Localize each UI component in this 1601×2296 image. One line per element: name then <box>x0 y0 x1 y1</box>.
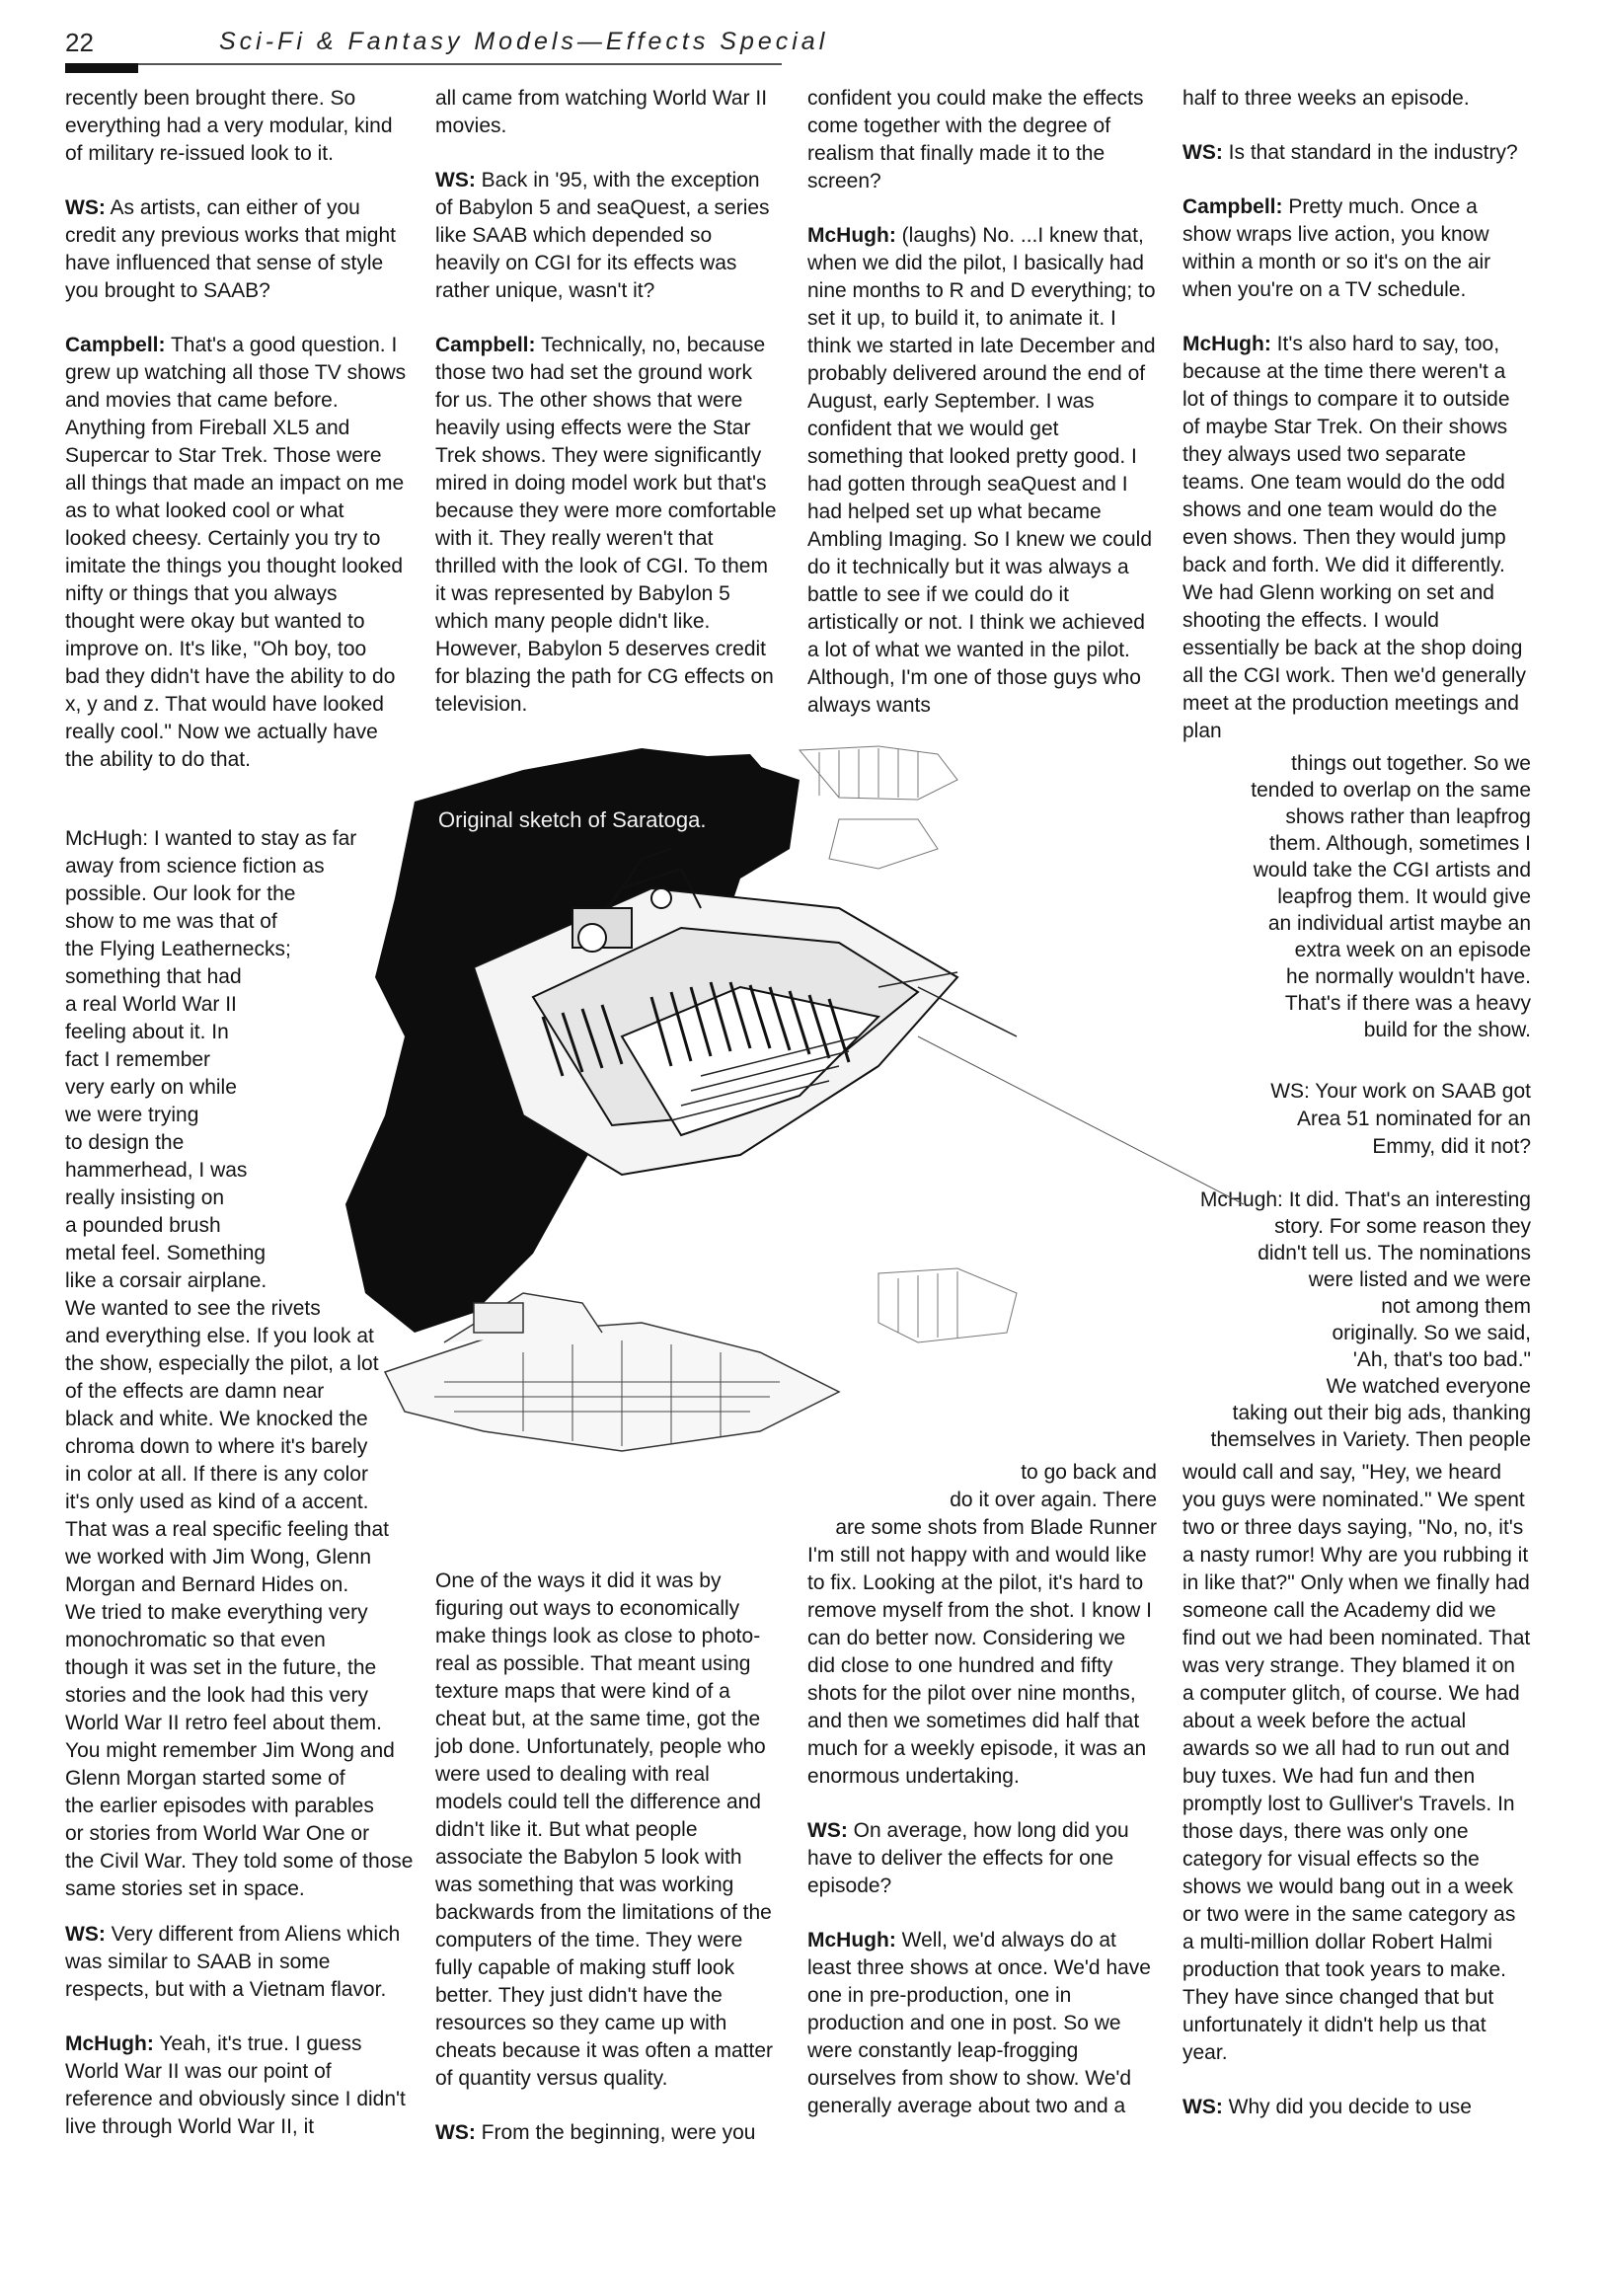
text-line: are some shots from Blade Runner <box>835 1516 1157 1539</box>
paragraph-text: Back in '95, with the exception of Babylon 5 and seaQuest, a series like SAAB which depended so heavily on CGI for its effects was rather unique, wasn't it? <box>435 169 770 302</box>
paragraph <box>807 85 1157 195</box>
text-line: very early on while <box>65 1076 237 1099</box>
speaker-label: Campbell: <box>435 334 536 356</box>
paragraph-text: half to three weeks an episode. <box>1182 87 1470 110</box>
text-line: We watched everyone <box>1326 1375 1531 1398</box>
text-line: That's if there was a heavy <box>1284 992 1531 1015</box>
text-line: hammerhead, I was <box>65 1159 248 1182</box>
text-line: We wanted to see the rivets <box>65 1297 321 1320</box>
column-4 <box>1182 85 1531 745</box>
text-line: build for the show. <box>1363 1019 1531 1041</box>
paragraph <box>435 332 780 719</box>
text-line: a pounded brush <box>65 1214 221 1237</box>
text-line: 'Ah, that's too bad." <box>1352 1348 1531 1371</box>
paragraph <box>1182 2094 1531 2121</box>
paragraph-text: all came from watching World War II movies. <box>435 87 768 137</box>
text-line: tended to overlap on the same <box>1251 779 1531 802</box>
text-line: to go back and <box>1021 1461 1157 1484</box>
speaker-label: WS: <box>1182 141 1223 164</box>
speaker-label: WS: <box>65 196 106 219</box>
paragraph-text: Technically, no, because those two had set the ground work for us. The other shows that were heavily using effects were the Star Trek shows. They were significantly mired in doing model work but that's because they were more comfortable with it. They really weren't that thrilled with the look of CGI. To them it was represented by Babylon 5 which many people didn't like. However, Babylon 5 deserves credit for blazing the path for CG effects on television. <box>435 334 777 716</box>
column-3-lower <box>807 1542 1157 2147</box>
paragraph <box>435 85 780 140</box>
speaker-label: McHugh: <box>807 1929 896 1952</box>
paragraph-text: On average, how long did you have to deliver the effects for one episode? <box>807 1819 1129 1897</box>
text-line: story. For some reason they <box>1274 1215 1531 1238</box>
speaker-label: WS: <box>435 169 476 191</box>
text-line: show to me was that of <box>65 910 277 933</box>
paragraph-text: Well, we'd always do at least three shows at once. We'd have one in pre-production, one in production and one in post. So we were constantly leap-frogging ourselves from show to show. We'd generally average about two and a <box>807 1929 1151 2117</box>
paragraph-text: It's also hard to say, too, because at the time there weren't a lot of things to compare it to outside of maybe Star Trek. On their shows they always used two separate teams. One team would do the odd shows and one team would do the even shows. Then they would jump back and forth. We did it differently. We had Glenn working on set and shooting the effects. I would essentially be back at the shop doing all the CGI work. Then we'd generally meet at the production meetings and plan <box>1182 333 1526 742</box>
text-line: the show, especially the pilot, a lot <box>65 1352 379 1375</box>
paragraph-text: From the beginning, were you <box>481 2121 756 2144</box>
text-line: and everything else. If you look at <box>65 1325 374 1347</box>
text-line: something that had <box>65 965 242 988</box>
text-line: Area 51 nominated for an <box>1297 1108 1531 1130</box>
paragraph <box>807 1817 1157 1900</box>
column-3 <box>807 85 1157 746</box>
text-line: of the effects are damn near <box>65 1380 325 1403</box>
text-line: extra week on an episode <box>1294 939 1531 961</box>
paragraph <box>435 167 780 305</box>
paragraph <box>807 1542 1157 1791</box>
text-line: shows rather than leapfrog <box>1285 805 1531 828</box>
text-line: in color at all. If there is any color <box>65 1463 368 1486</box>
text-line: we worked with Jim Wong, Glenn <box>65 1546 372 1569</box>
paragraph <box>65 1921 407 2004</box>
paragraph <box>65 85 407 168</box>
text-line: Glenn Morgan started some of <box>65 1767 345 1790</box>
text-line: McHugh: It did. That's an interesting <box>1199 1188 1531 1211</box>
column-1 <box>65 85 407 801</box>
page-header <box>65 22 829 65</box>
paragraph <box>435 2119 780 2147</box>
text-line: metal feel. Something <box>65 1242 267 1264</box>
paragraph-text: Very different from Aliens which was similar to SAAB in some respects, but with a Vietnam flavor. <box>65 1923 401 2001</box>
text-line: really insisting on <box>65 1186 225 1209</box>
paragraph-text: I'm still not happy with and would like to fix. Looking at the pilot, it's hard to remove myself from the shot. I know I can do better now. Considering we did close to one hundred and fifty shots for the pilot over nine months, and then we sometimes did half that much for a weekly episode, it was an enormous undertaking. <box>807 1544 1152 1788</box>
text-line: themselves in Variety. Then people <box>1210 1428 1531 1451</box>
text-line: were listed and we were <box>1308 1268 1531 1291</box>
text-line: stories and the look had this very <box>65 1684 369 1707</box>
image-caption: Original sketch of Saratoga. <box>438 807 707 832</box>
text-line: them. Although, sometimes I <box>1269 832 1531 855</box>
running-title: Sci-Fi & Fantasy Models—Effects Special <box>219 28 829 55</box>
text-line: an individual artist maybe an <box>1267 912 1531 935</box>
speaker-label: McHugh: <box>1182 333 1271 355</box>
text-line: the Flying Leathernecks; <box>65 938 291 960</box>
paragraph <box>807 222 1157 720</box>
header-block <box>65 63 138 73</box>
speaker-label: Campbell: <box>65 334 166 356</box>
text-line: the earlier episodes with parables <box>65 1795 374 1817</box>
speaker-label: Campbell: <box>1182 195 1283 218</box>
text-line: That was a real specific feeling that <box>65 1518 390 1541</box>
text-line: the Civil War. They told some of those <box>65 1850 414 1873</box>
paragraph-text: recently been brought there. So everything had a very modular, kind of military re-issued look to it. <box>65 87 393 165</box>
text-line: though it was set in the future, the <box>65 1656 377 1679</box>
text-line: he normally wouldn't have. <box>1286 965 1531 988</box>
text-line: didn't tell us. The nominations <box>1258 1242 1531 1264</box>
text-line: not among them <box>1381 1295 1531 1318</box>
text-line: a real World War II <box>65 993 237 1016</box>
text-line: chroma down to where it's barely <box>65 1435 368 1458</box>
text-line: away from science fiction as <box>65 855 325 878</box>
text-line: fact I remember <box>65 1048 211 1071</box>
paragraph <box>1182 139 1531 167</box>
text-line: things out together. So we <box>1291 752 1531 775</box>
paragraph <box>807 1927 1157 2120</box>
paragraph-text: That's a good question. I grew up watching all those TV shows and movies that came before. Anything from Fireball XL5 and Supercar to Star Trek. Those were all things that made an impact on me as to what looked cool or what looked cheesy. Certainly you try to imitate the things you thought looked nifty or things that you always thought were okay but wanted to improve on. It's like, "Oh boy, too bad they didn't have the ability to do x, y and z. That would have looked really cool." Now we actually have the ability to do that. <box>65 334 407 771</box>
text-line: like a corsair airplane. <box>65 1269 267 1292</box>
column-4-lower <box>1182 1459 1531 2148</box>
text-line: black and white. We knocked the <box>65 1408 368 1430</box>
paragraph <box>435 1568 780 2093</box>
column-2-lower <box>435 1568 780 2174</box>
text-line: to design the <box>65 1131 185 1154</box>
header-rule <box>65 63 782 65</box>
text-line: You might remember Jim Wong and <box>65 1739 395 1762</box>
text-line: taking out their big ads, thanking <box>1232 1402 1531 1424</box>
speaker-label: WS: <box>65 1923 106 1946</box>
paragraph-text: would call and say, "Hey, we heard you guys were nominated." We spent two or three days saying, "No, no, it's a nasty rumor! Why are you rubbing it in like that?" Only when we finally had someone call the Academy did we find out we had been nominated. That was very strange. They blamed it on a computer glitch, of course. We had about a week before the actual awards so we all had to run out and buy tuxes. We had fun and then promptly lost to Gulliver's Travels. In those days, there was only one category for visual effects so the shows we would bang out in a week or two were in the same category as a multi-million dollar Robert Halmi production that took years to make. They have since changed that but unfortunately it didn't help us that year. <box>1182 1461 1531 2064</box>
paragraph <box>65 194 407 305</box>
speaker-label: McHugh: <box>807 224 896 247</box>
text-line: possible. Our look for the <box>65 882 296 905</box>
text-line: monochromatic so that even <box>65 1629 326 1651</box>
paragraph-text: One of the ways it did it was by figuring out ways to economically make things look as close to photo-real as possible. That meant using texture maps that were kind of a cheat but, at the same time, got the job done. Unfortunately, people who were used to dealing with real models could tell the difference and didn't like it. But what people associate the Babylon 5 look with was something that was working backwards from the limitations of the computers of the time. They were fully capable of making stuff look better. They just didn't have the resources so they came up with cheats because it was often a matter of quantity versus quality. <box>435 1569 774 2090</box>
text-line: feeling about it. In <box>65 1021 229 1043</box>
paragraph <box>1182 331 1531 745</box>
paragraph-text: Why did you decide to use <box>1228 2096 1472 2118</box>
text-line: it's only used as kind of a accent. <box>65 1491 369 1513</box>
column-1-end <box>65 1921 407 2168</box>
paragraph-text: Yeah, it's true. I guess World War II was our point of reference and obviously since I didn't live through World War II, it <box>65 2032 406 2138</box>
page-number: 22 <box>65 28 94 57</box>
text-line: originally. So we said, <box>1332 1322 1531 1344</box>
text-line: World War II retro feel about them. <box>65 1712 382 1734</box>
text-line: we were trying <box>65 1104 199 1126</box>
speaker-label: McHugh: <box>65 2032 154 2055</box>
paragraph-text: Is that standard in the industry? <box>1228 141 1518 164</box>
speaker-label: WS: <box>435 2121 476 2144</box>
speaker-label: WS: <box>1182 2096 1223 2118</box>
text-line: do it over again. There <box>950 1489 1157 1511</box>
paragraph-text: As artists, can either of you credit any previous works that might have influenced that sense of style you brought to SAAB? <box>65 196 396 302</box>
text-line: or stories from World War One or <box>65 1822 370 1845</box>
text-line: leapfrog them. It would give <box>1277 885 1531 908</box>
paragraph <box>1182 1459 1531 2067</box>
text-line: Morgan and Bernard Hides on. <box>65 1573 349 1596</box>
column-2 <box>435 85 780 745</box>
paragraph <box>1182 85 1531 113</box>
paragraph-text: (laughs) No. ...I knew that, when we did the pilot, I basically had nine months to R and D everything; to set it up, to build it, to animate it. I think we started in late December and probably delivered around the end of August, early September. I was confident that we would get something that looked pretty good. I had gotten through seaQuest and I had helped set up what became Ambling Imaging. So I knew we could do it technically but it was always a battle to see if we could do it artistically or not. I think we achieved a lot of what we wanted in the pilot. Although, I'm one of those guys who always wants <box>807 224 1156 717</box>
paragraph <box>65 332 407 774</box>
paragraph <box>1182 193 1531 304</box>
text-line: We tried to make everything very <box>65 1601 368 1624</box>
text-line: WS: Your work on SAAB got <box>1270 1080 1531 1103</box>
text-line: McHugh: I wanted to stay as far <box>65 827 357 850</box>
spaceship-sketch-illustration <box>326 740 1244 1510</box>
paragraph-text: Pretty much. Once a show wraps live action, you know within a month or so it's on the air when you're on a TV schedule. <box>1182 195 1491 301</box>
text-line: Emmy, did it not? <box>1372 1135 1531 1158</box>
text-line: same stories set in space. <box>65 1877 305 1900</box>
speaker-label: WS: <box>807 1819 848 1842</box>
text-line: would take the CGI artists and <box>1253 859 1531 881</box>
paragraph <box>65 2030 407 2141</box>
paragraph-text: confident you could make the effects come together with the degree of realism that finally made it to the screen? <box>807 87 1144 192</box>
